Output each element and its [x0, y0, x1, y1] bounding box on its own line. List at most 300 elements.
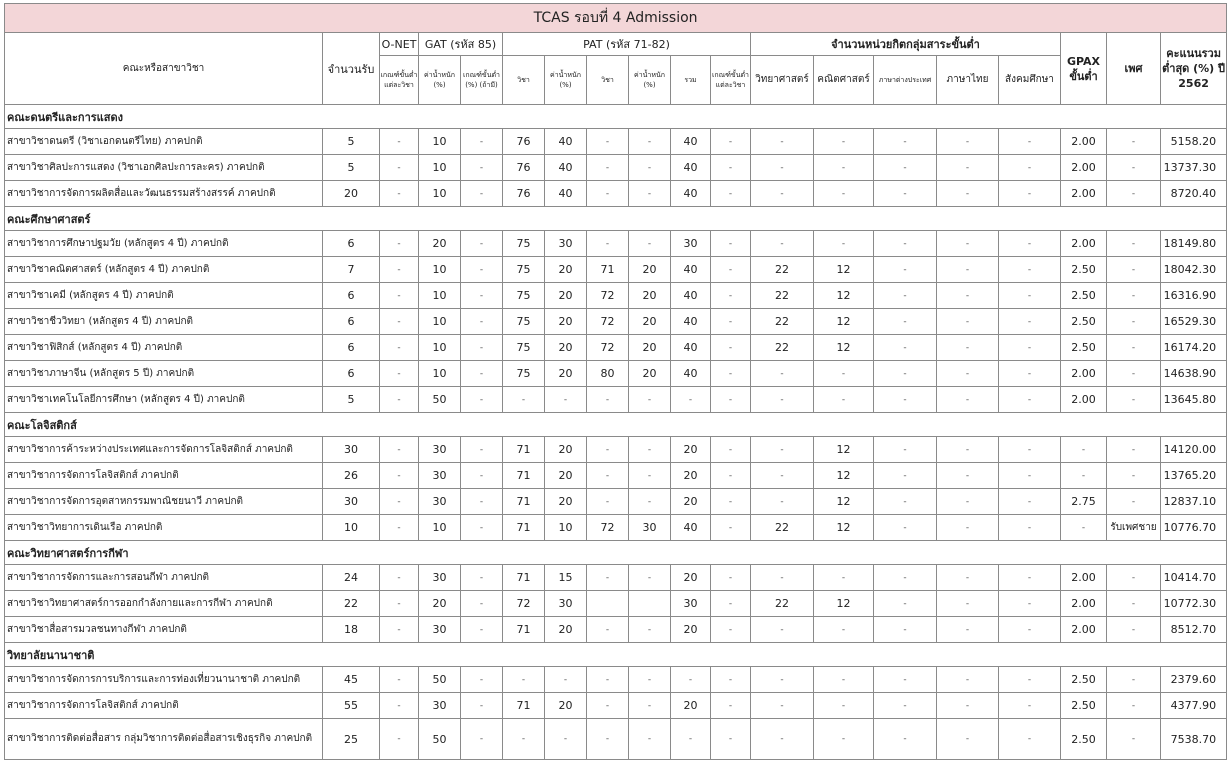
table-cell: 5158.20 — [1161, 129, 1227, 155]
table-cell: 6 — [323, 283, 380, 309]
table-cell: 12 — [814, 591, 874, 617]
table-cell: 14120.00 — [1161, 437, 1227, 463]
table-cell: 12 — [814, 309, 874, 335]
table-cell: - — [814, 719, 874, 760]
table-cell: 20 — [671, 565, 711, 591]
section-row — [5, 643, 1227, 667]
table-cell: - — [1107, 565, 1161, 591]
table-cell: 30 — [545, 231, 587, 257]
table-cell: - — [1107, 591, 1161, 617]
table-cell: 16529.30 — [1161, 309, 1227, 335]
table-cell: 12 — [814, 489, 874, 515]
table-cell: 30 — [545, 591, 587, 617]
table-cell: 10 — [419, 515, 461, 541]
table-cell: - — [814, 231, 874, 257]
table-cell: - — [937, 231, 999, 257]
table-cell: - — [937, 181, 999, 207]
table-cell: - — [874, 591, 937, 617]
table-cell: 2.00 — [1061, 617, 1107, 643]
table-cell: - — [937, 719, 999, 760]
table-cell: 8720.40 — [1161, 181, 1227, 207]
header-onet: O-NET — [380, 33, 419, 56]
table-cell: - — [814, 387, 874, 413]
table-cell: 40 — [671, 515, 711, 541]
table-cell: 13737.30 — [1161, 155, 1227, 181]
section-row — [5, 207, 1227, 231]
table-cell: 7 — [323, 257, 380, 283]
subheader-cell: ค่าน้ำหนัก (%) — [419, 56, 461, 105]
table-cell: 40 — [671, 361, 711, 387]
table-cell: - — [711, 617, 751, 643]
table-cell: - — [461, 667, 503, 693]
table-cell: 6 — [323, 309, 380, 335]
table-cell: 20 — [545, 617, 587, 643]
table-cell: - — [461, 565, 503, 591]
table-cell: - — [1061, 515, 1107, 541]
table-cell: 12 — [814, 335, 874, 361]
table-cell: 20 — [545, 463, 587, 489]
table-row — [5, 565, 1227, 591]
table-cell: 10 — [419, 361, 461, 387]
table-cell: 20 — [671, 489, 711, 515]
table-cell: 22 — [751, 591, 814, 617]
table-cell: - — [751, 489, 814, 515]
table-cell: 2.50 — [1061, 693, 1107, 719]
table-cell: - — [937, 387, 999, 413]
table-cell: - — [461, 283, 503, 309]
table-cell: 22 — [751, 515, 814, 541]
table-cell: - — [874, 361, 937, 387]
table-cell: 14638.90 — [1161, 361, 1227, 387]
table-cell: - — [874, 387, 937, 413]
table-cell: - — [751, 437, 814, 463]
table-cell: - — [1107, 283, 1161, 309]
table-cell: 72 — [587, 283, 629, 309]
table-row — [5, 335, 1227, 361]
table-row — [5, 181, 1227, 207]
table-cell: 20 — [545, 361, 587, 387]
table-cell: - — [380, 283, 419, 309]
table-cell: 75 — [503, 283, 545, 309]
table-cell: - — [711, 231, 751, 257]
table-row — [5, 231, 1227, 257]
table-cell: - — [629, 565, 671, 591]
table-cell: - — [380, 257, 419, 283]
table-cell: - — [1107, 667, 1161, 693]
table-cell: 20 — [545, 489, 587, 515]
header-minscore: คะแนนรวม ต่ำสุด (%) ปี 2562 — [1161, 33, 1227, 105]
subheader-cell: วิทยาศาสตร์ — [751, 56, 814, 105]
table-cell: 20 — [671, 437, 711, 463]
table-cell: 13645.80 — [1161, 387, 1227, 413]
table-cell: - — [629, 155, 671, 181]
table-cell: - — [711, 283, 751, 309]
table-cell: - — [814, 155, 874, 181]
section-title: วิทยาลัยนานาชาติ — [5, 643, 1227, 667]
section-title: คณะดนตรีและการแสดง — [5, 105, 1227, 129]
table-cell: 2.50 — [1061, 667, 1107, 693]
header-gat: GAT (รหัส 85) — [419, 33, 503, 56]
table-cell: - — [711, 437, 751, 463]
table-cell: - — [629, 617, 671, 643]
table-cell: 20 — [323, 181, 380, 207]
admission-table — [4, 3, 1227, 760]
table-cell: - — [1107, 335, 1161, 361]
table-cell: 72 — [587, 335, 629, 361]
header-gpax: GPAX ขั้นต่ำ — [1061, 33, 1107, 105]
table-cell: 16316.90 — [1161, 283, 1227, 309]
table-cell: 20 — [545, 283, 587, 309]
table-cell: 30 — [419, 437, 461, 463]
table-cell: - — [380, 129, 419, 155]
program-name: สาขาวิชาการจัดการผลิตสื่อและวัฒนธรรมสร้างสรรค์ ภาคปกติ — [5, 181, 323, 207]
table-cell: 2.50 — [1061, 257, 1107, 283]
program-name: สาขาวิชาการศึกษาปฐมวัย (หลักสูตร 4 ปี) ภาคปกติ — [5, 231, 323, 257]
table-cell: 18042.30 — [1161, 257, 1227, 283]
subheader-cell: วิชา — [587, 56, 629, 105]
table-cell: - — [380, 667, 419, 693]
table-cell: 22 — [323, 591, 380, 617]
table-cell: - — [999, 257, 1061, 283]
program-name: สาขาวิชาเคมี (หลักสูตร 4 ปี) ภาคปกติ — [5, 283, 323, 309]
section-title: คณะศึกษาศาสตร์ — [5, 207, 1227, 231]
program-name: สาขาวิชาภาษาจีน (หลักสูตร 5 ปี) ภาคปกติ — [5, 361, 323, 387]
table-cell: 72 — [587, 309, 629, 335]
table-cell: 76 — [503, 155, 545, 181]
table-cell: 2.00 — [1061, 155, 1107, 181]
program-name: สาขาวิชาการจัดการและการสอนกีฬา ภาคปกติ — [5, 565, 323, 591]
table-cell: - — [751, 693, 814, 719]
table-cell: - — [503, 667, 545, 693]
table-cell: - — [380, 231, 419, 257]
table-cell: 30 — [419, 693, 461, 719]
table-cell: 12 — [814, 257, 874, 283]
table-cell: 2.00 — [1061, 231, 1107, 257]
table-cell: - — [380, 489, 419, 515]
table-cell: - — [380, 693, 419, 719]
table-cell: 20 — [629, 257, 671, 283]
table-cell: - — [999, 129, 1061, 155]
table-cell — [629, 591, 671, 617]
table-cell: 2.50 — [1061, 283, 1107, 309]
table-cell: 2.50 — [1061, 719, 1107, 760]
table-row — [5, 667, 1227, 693]
header-seats: จำนวนรับ — [323, 33, 380, 105]
table-cell: - — [461, 129, 503, 155]
table-cell: 20 — [545, 693, 587, 719]
table-cell: - — [999, 387, 1061, 413]
table-cell: 16174.20 — [1161, 335, 1227, 361]
table-cell: - — [711, 257, 751, 283]
table-cell: - — [814, 617, 874, 643]
table-cell: - — [999, 693, 1061, 719]
table-cell: - — [587, 489, 629, 515]
table-cell: - — [1107, 463, 1161, 489]
table-cell: 10 — [323, 515, 380, 541]
table-cell: - — [1107, 719, 1161, 760]
table-cell: 5 — [323, 129, 380, 155]
table-cell: - — [380, 181, 419, 207]
table-cell: 20 — [629, 309, 671, 335]
table-cell: - — [671, 719, 711, 760]
table-cell: 2.00 — [1061, 361, 1107, 387]
table-cell: - — [937, 155, 999, 181]
table-cell: - — [874, 489, 937, 515]
table-cell: - — [1107, 693, 1161, 719]
table-cell: - — [874, 129, 937, 155]
subheader-cell: เกณฑ์ขั้นต่ำแต่ละวิชา — [380, 56, 419, 105]
subheader-cell: ภาษาไทย — [937, 56, 999, 105]
table-cell: - — [461, 257, 503, 283]
table-cell: - — [711, 591, 751, 617]
table-cell: - — [937, 667, 999, 693]
table-cell: - — [711, 129, 751, 155]
table-cell: - — [999, 335, 1061, 361]
table-cell: - — [461, 309, 503, 335]
program-name: สาขาวิชาฟิสิกส์ (หลักสูตร 4 ปี) ภาคปกติ — [5, 335, 323, 361]
table-cell: 2.50 — [1061, 309, 1107, 335]
table-row — [5, 361, 1227, 387]
table-cell: - — [503, 387, 545, 413]
subheader-cell: สังคมศึกษา — [999, 56, 1061, 105]
table-cell: - — [587, 181, 629, 207]
table-cell: - — [874, 667, 937, 693]
table-cell: 20 — [671, 463, 711, 489]
table-cell: 20 — [629, 335, 671, 361]
table-cell: - — [461, 693, 503, 719]
table-cell: - — [461, 231, 503, 257]
table-cell: 12837.10 — [1161, 489, 1227, 515]
table-cell: 22 — [751, 283, 814, 309]
table-cell: - — [587, 565, 629, 591]
section-row — [5, 413, 1227, 437]
table-cell: - — [874, 463, 937, 489]
table-cell: 40 — [671, 257, 711, 283]
table-cell: - — [937, 693, 999, 719]
table-cell: 12 — [814, 283, 874, 309]
table-cell: 18149.80 — [1161, 231, 1227, 257]
table-cell: - — [587, 387, 629, 413]
table-cell: 5 — [323, 155, 380, 181]
table-cell: 2.00 — [1061, 181, 1107, 207]
table-cell: 20 — [545, 335, 587, 361]
program-name: สาขาวิชาชีววิทยา (หลักสูตร 4 ปี) ภาคปกติ — [5, 309, 323, 335]
table-cell: 71 — [503, 489, 545, 515]
table-cell: - — [461, 155, 503, 181]
subheader-cell: เกณฑ์ขั้นต่ำแต่ละวิชา — [711, 56, 751, 105]
table-cell: - — [545, 719, 587, 760]
table-cell: 30 — [323, 489, 380, 515]
table-cell: - — [671, 667, 711, 693]
table-cell: - — [874, 155, 937, 181]
table-cell: 30 — [629, 515, 671, 541]
header-sex: เพศ — [1107, 33, 1161, 105]
table-cell: 30 — [671, 591, 711, 617]
table-cell: - — [874, 515, 937, 541]
table-row — [5, 719, 1227, 760]
table-cell: 40 — [545, 129, 587, 155]
table-cell: - — [1107, 617, 1161, 643]
table-cell: - — [461, 361, 503, 387]
table-cell: 2.00 — [1061, 387, 1107, 413]
table-cell: 20 — [629, 361, 671, 387]
table-cell: - — [751, 129, 814, 155]
table-cell: 40 — [671, 181, 711, 207]
table-cell: 71 — [503, 693, 545, 719]
table-cell: - — [587, 693, 629, 719]
table-row — [5, 463, 1227, 489]
subheader-cell: เกณฑ์ขั้นต่ำ (%) (ถ้ามี) — [461, 56, 503, 105]
program-name: สาขาวิชาการติดต่อสื่อสาร กลุ่มวิชาการติดต่อสื่อสารเชิงธุรกิจ ภาคปกติ — [5, 719, 323, 760]
table-cell: 75 — [503, 231, 545, 257]
table-cell: 30 — [323, 437, 380, 463]
table-cell: 2.75 — [1061, 489, 1107, 515]
table-cell: - — [874, 283, 937, 309]
table-cell: - — [937, 565, 999, 591]
table-cell: - — [461, 463, 503, 489]
table-cell: 2.00 — [1061, 591, 1107, 617]
table-cell: - — [629, 667, 671, 693]
table-cell: 71 — [587, 257, 629, 283]
table-cell: 80 — [587, 361, 629, 387]
table-cell: 10 — [419, 335, 461, 361]
subheader-cell: ค่าน้ำหนัก (%) — [545, 56, 587, 105]
table-cell: - — [1107, 489, 1161, 515]
table-cell: - — [380, 437, 419, 463]
table-cell: - — [814, 361, 874, 387]
section-row — [5, 105, 1227, 129]
table-cell: 20 — [419, 591, 461, 617]
header-pat: PAT (รหัส 71-82) — [503, 33, 751, 56]
table-cell: 40 — [545, 181, 587, 207]
table-cell: - — [751, 155, 814, 181]
table-cell: 5 — [323, 387, 380, 413]
table-cell: 2.50 — [1061, 335, 1107, 361]
table-cell: - — [1107, 309, 1161, 335]
subheader-cell: ค่าน้ำหนัก (%) — [629, 56, 671, 105]
table-cell: 10776.70 — [1161, 515, 1227, 541]
table-cell: - — [711, 155, 751, 181]
table-cell: - — [545, 387, 587, 413]
table-cell: - — [999, 181, 1061, 207]
table-cell: - — [629, 693, 671, 719]
table-cell: 76 — [503, 129, 545, 155]
table-cell: 10 — [419, 309, 461, 335]
table-cell: - — [629, 231, 671, 257]
table-cell: - — [545, 667, 587, 693]
table-cell: - — [1107, 231, 1161, 257]
table-cell: 50 — [419, 387, 461, 413]
table-cell: - — [814, 693, 874, 719]
table-cell: 71 — [503, 463, 545, 489]
table-cell: - — [999, 231, 1061, 257]
table-cell: - — [999, 719, 1061, 760]
table-cell: - — [629, 719, 671, 760]
table-cell: - — [629, 463, 671, 489]
table-cell: 20 — [671, 617, 711, 643]
table-cell: - — [874, 693, 937, 719]
table-cell: 10 — [545, 515, 587, 541]
table-cell: 6 — [323, 361, 380, 387]
table-cell: - — [380, 591, 419, 617]
table-cell: - — [461, 437, 503, 463]
table-cell: - — [937, 591, 999, 617]
program-name: สาขาวิชาดนตรี (วิชาเอกดนตรีไทย) ภาคปกติ — [5, 129, 323, 155]
table-cell: 20 — [671, 693, 711, 719]
table-cell: - — [937, 361, 999, 387]
table-cell: 45 — [323, 667, 380, 693]
table-cell: รับเพศชาย — [1107, 515, 1161, 541]
table-cell: - — [380, 617, 419, 643]
table-cell: 8512.70 — [1161, 617, 1227, 643]
table-cell: 20 — [545, 257, 587, 283]
table-cell: 20 — [629, 283, 671, 309]
table-cell: 40 — [671, 283, 711, 309]
table-cell: - — [999, 437, 1061, 463]
table-cell: - — [1107, 437, 1161, 463]
table-cell: 2.00 — [1061, 565, 1107, 591]
table-cell: - — [937, 257, 999, 283]
table-cell: - — [874, 309, 937, 335]
table-cell: 12 — [814, 437, 874, 463]
table-cell: - — [751, 667, 814, 693]
table-cell: - — [711, 387, 751, 413]
table-cell: 50 — [419, 719, 461, 760]
table-cell: - — [937, 617, 999, 643]
table-cell: - — [503, 719, 545, 760]
table-cell: - — [874, 335, 937, 361]
table-cell: 72 — [587, 515, 629, 541]
program-name: สาขาวิชาศิลปะการแสดง (วิชาเอกศิลปะการละคร) ภาคปกติ — [5, 155, 323, 181]
table-row — [5, 617, 1227, 643]
table-row — [5, 693, 1227, 719]
table-cell: - — [380, 335, 419, 361]
table-cell: 20 — [545, 309, 587, 335]
table-cell: 40 — [671, 155, 711, 181]
table-cell: - — [461, 591, 503, 617]
table-cell: - — [629, 489, 671, 515]
table-cell: - — [874, 719, 937, 760]
table-cell: - — [587, 437, 629, 463]
program-name: สาขาวิชาการจัดการอุตสาหกรรมพาณิชยนาวี ภาคปกติ — [5, 489, 323, 515]
table-cell: 30 — [419, 489, 461, 515]
table-cell: - — [461, 515, 503, 541]
program-name: สาขาวิชาคณิตศาสตร์ (หลักสูตร 4 ปี) ภาคปกติ — [5, 257, 323, 283]
table-cell: 18 — [323, 617, 380, 643]
table-cell: 13765.20 — [1161, 463, 1227, 489]
table-cell: - — [874, 231, 937, 257]
table-cell: 10 — [419, 257, 461, 283]
table-cell: - — [711, 181, 751, 207]
table-cell: - — [461, 335, 503, 361]
table-cell: - — [711, 463, 751, 489]
table-cell: 24 — [323, 565, 380, 591]
table-cell: - — [380, 463, 419, 489]
table-cell: - — [671, 387, 711, 413]
table-cell: 4377.90 — [1161, 693, 1227, 719]
table-cell: - — [1107, 387, 1161, 413]
table-cell: - — [999, 361, 1061, 387]
table-cell: - — [1107, 361, 1161, 387]
table-cell: 10 — [419, 129, 461, 155]
subheader-cell: รวม — [671, 56, 711, 105]
table-cell: - — [999, 515, 1061, 541]
program-name: สาขาวิชาวิทยาการเดินเรือ ภาคปกติ — [5, 515, 323, 541]
table-cell: 75 — [503, 309, 545, 335]
table-cell: - — [587, 617, 629, 643]
table-cell: 50 — [419, 667, 461, 693]
table-cell: - — [751, 719, 814, 760]
